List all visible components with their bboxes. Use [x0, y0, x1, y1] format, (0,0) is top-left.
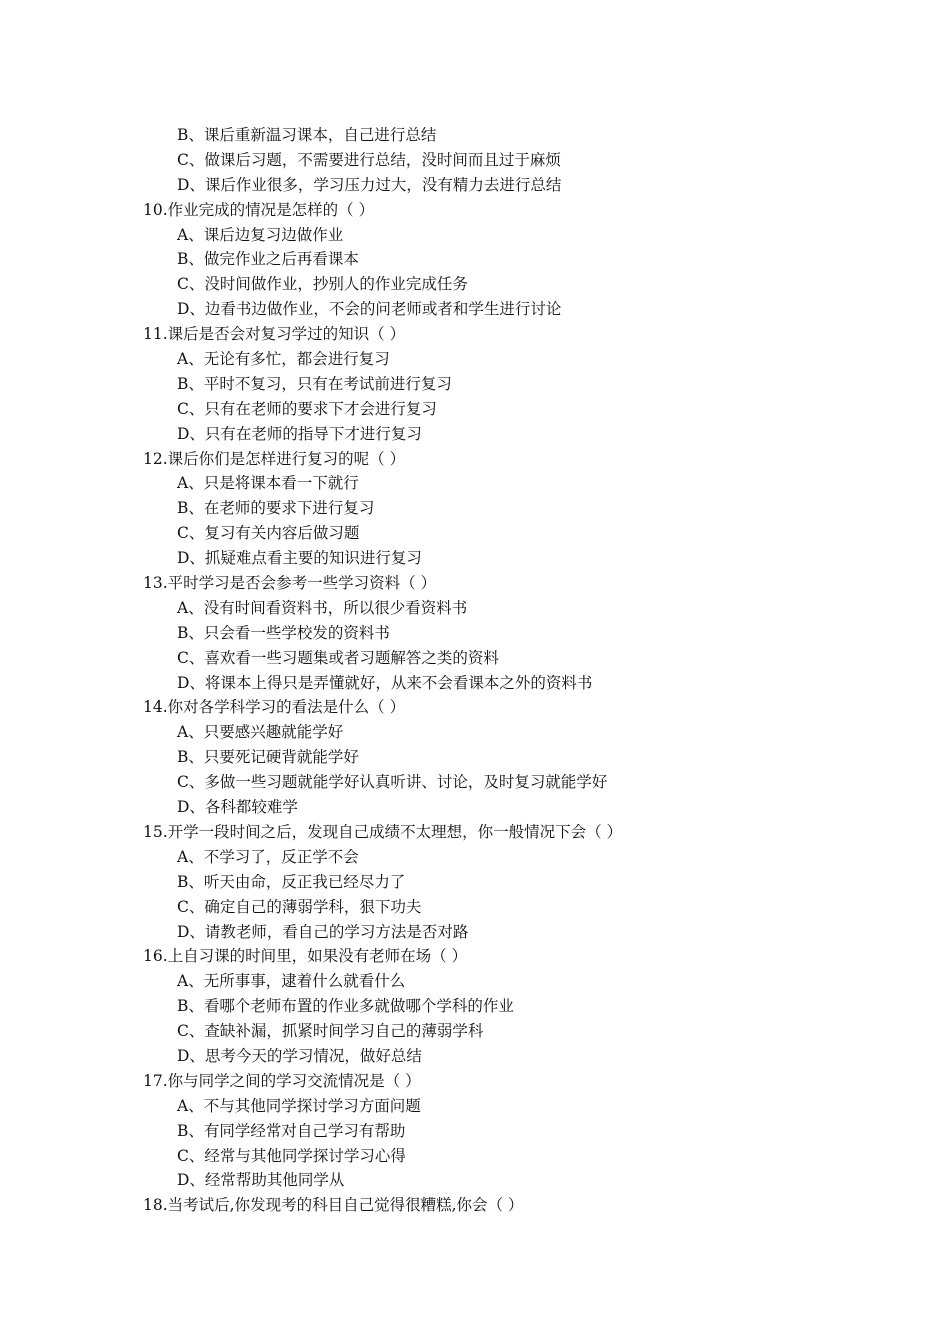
- answer-option: C、经常与其他同学探讨学习心得: [177, 1146, 406, 1165]
- question-stem: 13.平时学习是否会参考一些学习资料（ ）: [143, 574, 437, 593]
- answer-option: B、只会看一些学校发的资料书: [177, 623, 390, 642]
- answer-option: A、不学习了，反正学不会: [177, 847, 359, 866]
- answer-option: B、在老师的要求下进行复习: [177, 499, 375, 518]
- answer-option: A、没有时间看资料书，所以很少看资料书: [177, 598, 468, 617]
- question-stem: 15.开学一段时间之后，发现自己成绩不太理想，你一般情况下会（ ）: [143, 822, 623, 841]
- answer-option: B、有同学经常对自己学习有帮助: [177, 1121, 406, 1140]
- answer-option: A、只要感兴趣就能学好: [177, 723, 344, 742]
- answer-option: A、不与其他同学探讨学习方面问题: [177, 1096, 421, 1115]
- answer-option: A、课后边复习边做作业: [177, 225, 344, 244]
- answer-option: C、复习有关内容后做习题: [177, 524, 360, 543]
- answer-option: C、做课后习题，不需要进行总结，没时间而且过于麻烦: [177, 150, 561, 169]
- answer-option: B、只要死记硬背就能学好: [177, 748, 359, 767]
- answer-option: B、课后重新温习课本，自己进行总结: [177, 126, 437, 144]
- question-stem: 16.上自习课的时间里，如果没有老师在场（ ）: [143, 947, 468, 966]
- answer-option: A、无所事事，逮着什么就看什么: [177, 972, 406, 991]
- answer-option: C、多做一些习题就能学好认真听讲、讨论，及时复习就能学好: [177, 773, 608, 792]
- question-stem: 14.你对各学科学习的看法是什么（ ）: [143, 698, 406, 717]
- answer-option: C、喜欢看一些习题集或者习题解答之类的资料: [177, 648, 499, 667]
- answer-option: C、查缺补漏，抓紧时间学习自己的薄弱学科: [177, 1022, 484, 1041]
- question-stem: 12.课后你们是怎样进行复习的呢（ ）: [143, 449, 406, 468]
- answer-option: D、只有在老师的指导下才进行复习: [177, 424, 422, 443]
- answer-option: D、各科都较难学: [177, 798, 298, 817]
- answer-option: B、做完作业之后再看课本: [177, 250, 359, 269]
- answer-option: B、平时不复习，只有在考试前进行复习: [177, 374, 452, 393]
- answer-option: C、没时间做作业，抄别人的作业完成任务: [177, 275, 468, 294]
- questionnaire-body: [143, 123, 843, 1218]
- question-stem: 18.当考试后,你发现考的科目自己觉得很糟糕,你会（ ）: [143, 1196, 524, 1215]
- answer-option: D、将课本上得只是弄懂就好，从来不会看课本之外的资料书: [177, 673, 593, 692]
- question-stem: 17.你与同学之间的学习交流情况是（ ）: [143, 1071, 421, 1090]
- answer-option: D、经常帮助其他同学从: [177, 1171, 345, 1190]
- answer-option: D、抓疑难点看主要的知识进行复习: [177, 549, 422, 568]
- answer-option: B、听天由命，反正我已经尽力了: [177, 872, 406, 891]
- answer-option: B、看哪个老师布置的作业多就做哪个学科的作业: [177, 997, 514, 1016]
- answer-option: D、思考今天的学习情况，做好总结: [177, 1046, 422, 1065]
- answer-option: D、边看书边做作业，不会的问老师或者和学生进行讨论: [177, 300, 562, 319]
- answer-option: C、只有在老师的要求下才会进行复习: [177, 399, 437, 418]
- answer-option: D、课后作业很多，学习压力过大，没有精力去进行总结: [177, 175, 562, 194]
- answer-option: A、无论有多忙，都会进行复习: [177, 350, 390, 369]
- answer-option: D、请教老师，看自己的学习方法是否对路: [177, 922, 469, 941]
- question-stem: 11.课后是否会对复习学过的知识（ ）: [143, 325, 406, 344]
- question-stem: 10.作业完成的情况是怎样的（ ）: [143, 200, 375, 219]
- answer-option: C、确定自己的薄弱学科，狠下功夫: [177, 897, 422, 916]
- answer-option: A、只是将课本看一下就行: [177, 474, 359, 493]
